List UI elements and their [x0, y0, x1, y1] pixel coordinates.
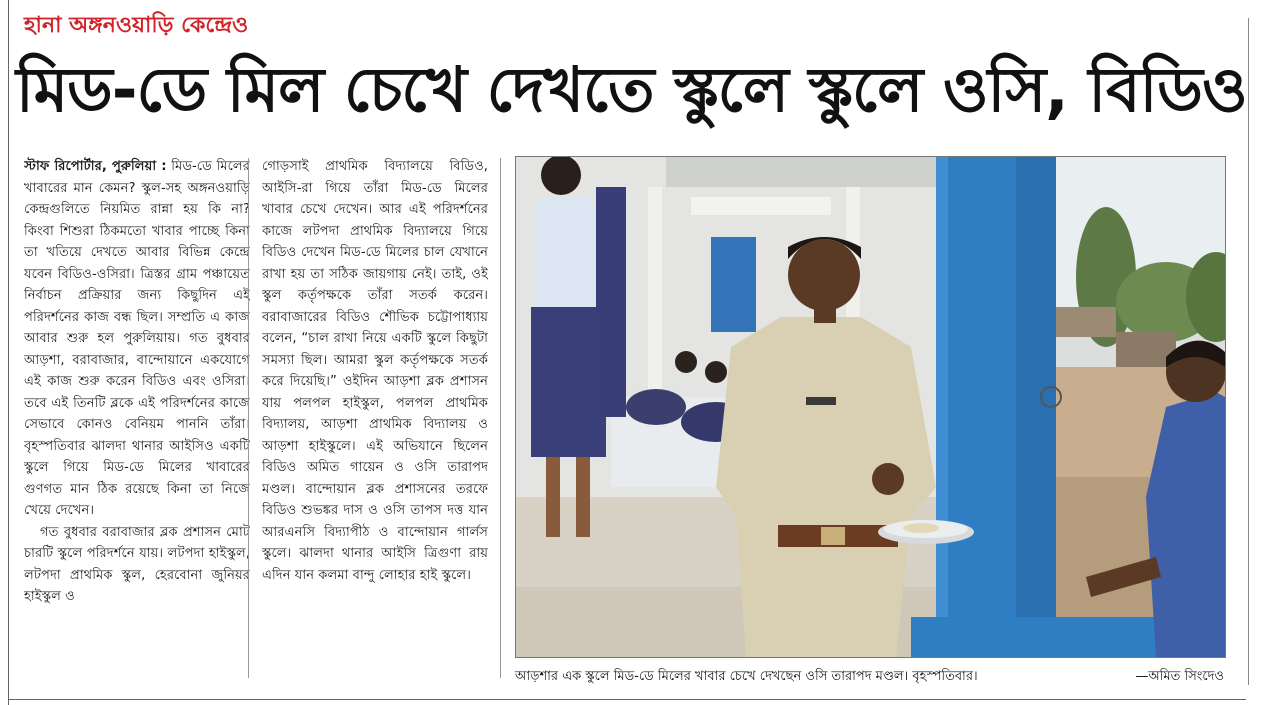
article-column-2 [262, 156, 488, 686]
news-photo [515, 156, 1226, 658]
byline: স্টাফ রিপোর্টার, পুরুলিয়া : [24, 159, 167, 174]
photo-credit: —অমিত সিংদেও [1135, 669, 1224, 684]
column-2-text: গোড়সাই প্রাথমিক বিদ্যালয়ে বিডিও, আইসি-রা গিয়ে তাঁরা মিড-ডে মিলের খাবার চেখে দেখেন। আর এই পরিদর্শনের কাজে লটপদা প্রাথমিক বিদ্যালয়ে গিয়ে বিডিও দেখেন মিড-ডে মিলের চাল যেখানে রাখা হয় তা সঠিক জায়গায় নেই। তাই, ওই স্কুল কর্তৃপক্ষকে তাঁরা সতর্ক করেন। বরাবাজারের বিডিও শৌভিক চট্টোপাধ্যায় বলেন, “চাল রাখা নিয়ে একটি স্কুলে কিছুটা সমস্যা ছিল। আমরা স্কুল কর্তৃপক্ষকে সতর্ক করে দিয়েছি।” ওইদিন আড়শা ব্লক প্রশাসন যায় পলপল হাইস্কুল, পলপল প্রাথমিক বিদ্যালয়, আড়শা প্রাথমিক বিদ্যালয় ও আড়শা হাইস্কুলে। এই অভিযানে ছিলেন বিডিও অমিত গায়েন ও ওসি তারাপদ মণ্ডল। বান্দোয়ান ব্লক প্রশাসনের তরফে বিডিও শুভঙ্কর দাস ও ওসি তাপস দত্ত যান আরএনসি বিদ্যাপীঠ ও বান্দোয়ান গার্লস স্কুলে। ঝালদা থানার আইসি ত্রিগুণা রায় এদিন যান কলমা বান্দু লোহার হাই স্কুলে। [262, 159, 488, 583]
lead-text: মিড-ডে মিলের খাবারের মান কেমন? স্কুল-সহ অঙ্গনওয়াড়ি কেন্দ্রগুলিতে নিয়মিত রান্না হয় কি না? কিংবা শিশুরা ঠিকমতো খাবার পাচ্ছে কিনা তা খতিয়ে দেখতে আবার বিভিন্ন কেন্দ্রে যবেন বিডিও-ওসিরা। ত্রিস্তর গ্রাম পঞ্চায়েত নির্বাচন প্রক্রিয়ার জন্য কিছুদিন এই পরিদর্শনের কাজ বন্ধ ছিল। সম্প্রতি এ কাজ আবার শুরু হল পুরুলিয়ায়। গত বুধবার আড়শা, বরাবাজার, বান্দোয়ানে একযোগে এই কাজ শুরু করেন বিডিও এবং ওসিরা। তবে এই তিনটি ব্লকে এই পরিদর্শনের কাজে সেভাবে কোনও বেনিয়ম পাননি তাঁরা। বৃহস্পতিবার ঝালদা থানার আইসিও একটি স্কুলে গিয়ে মিড-ডে মিলের খাবারের গুণগত মান ঠিক রয়েছে কিনা তা নিজে খেয়ে দেখেন। [24, 159, 250, 518]
lead-paragraph [24, 156, 250, 522]
second-paragraph: গত বুধবার বরাবাজার ব্লক প্রশাসন মোট চারটি স্কুলে পরিদর্শনে যায়। লটপদা হাইস্কুল, লটপদা প্রাথমিক স্কুল, হেরবোনা জুনিয়র হাইস্কুল ও [24, 524, 250, 604]
column-divider-2 [500, 158, 501, 678]
page-left-rule [8, 0, 9, 705]
page-bottom-rule [8, 699, 1246, 700]
photo-illustration [516, 157, 1225, 657]
column-divider [248, 158, 249, 678]
article-column-1 [24, 156, 250, 686]
article-headline: মিড-ডে মিল চেখে দেখতে স্কুলে স্কুলে ওসি, বিডিও [16, 53, 1247, 126]
page-right-rule [1248, 18, 1249, 685]
article-kicker: হানা অঙ্গনওয়াড়ি কেন্দ্রেও [24, 13, 249, 38]
photo-caption [515, 666, 1224, 688]
caption-text: আড়শার এক স্কুলে মিড-ডে মিলের খাবার চেখে দেখছেন ওসি তারাপদ মণ্ডল। বৃহস্পতিবার। [515, 669, 978, 684]
